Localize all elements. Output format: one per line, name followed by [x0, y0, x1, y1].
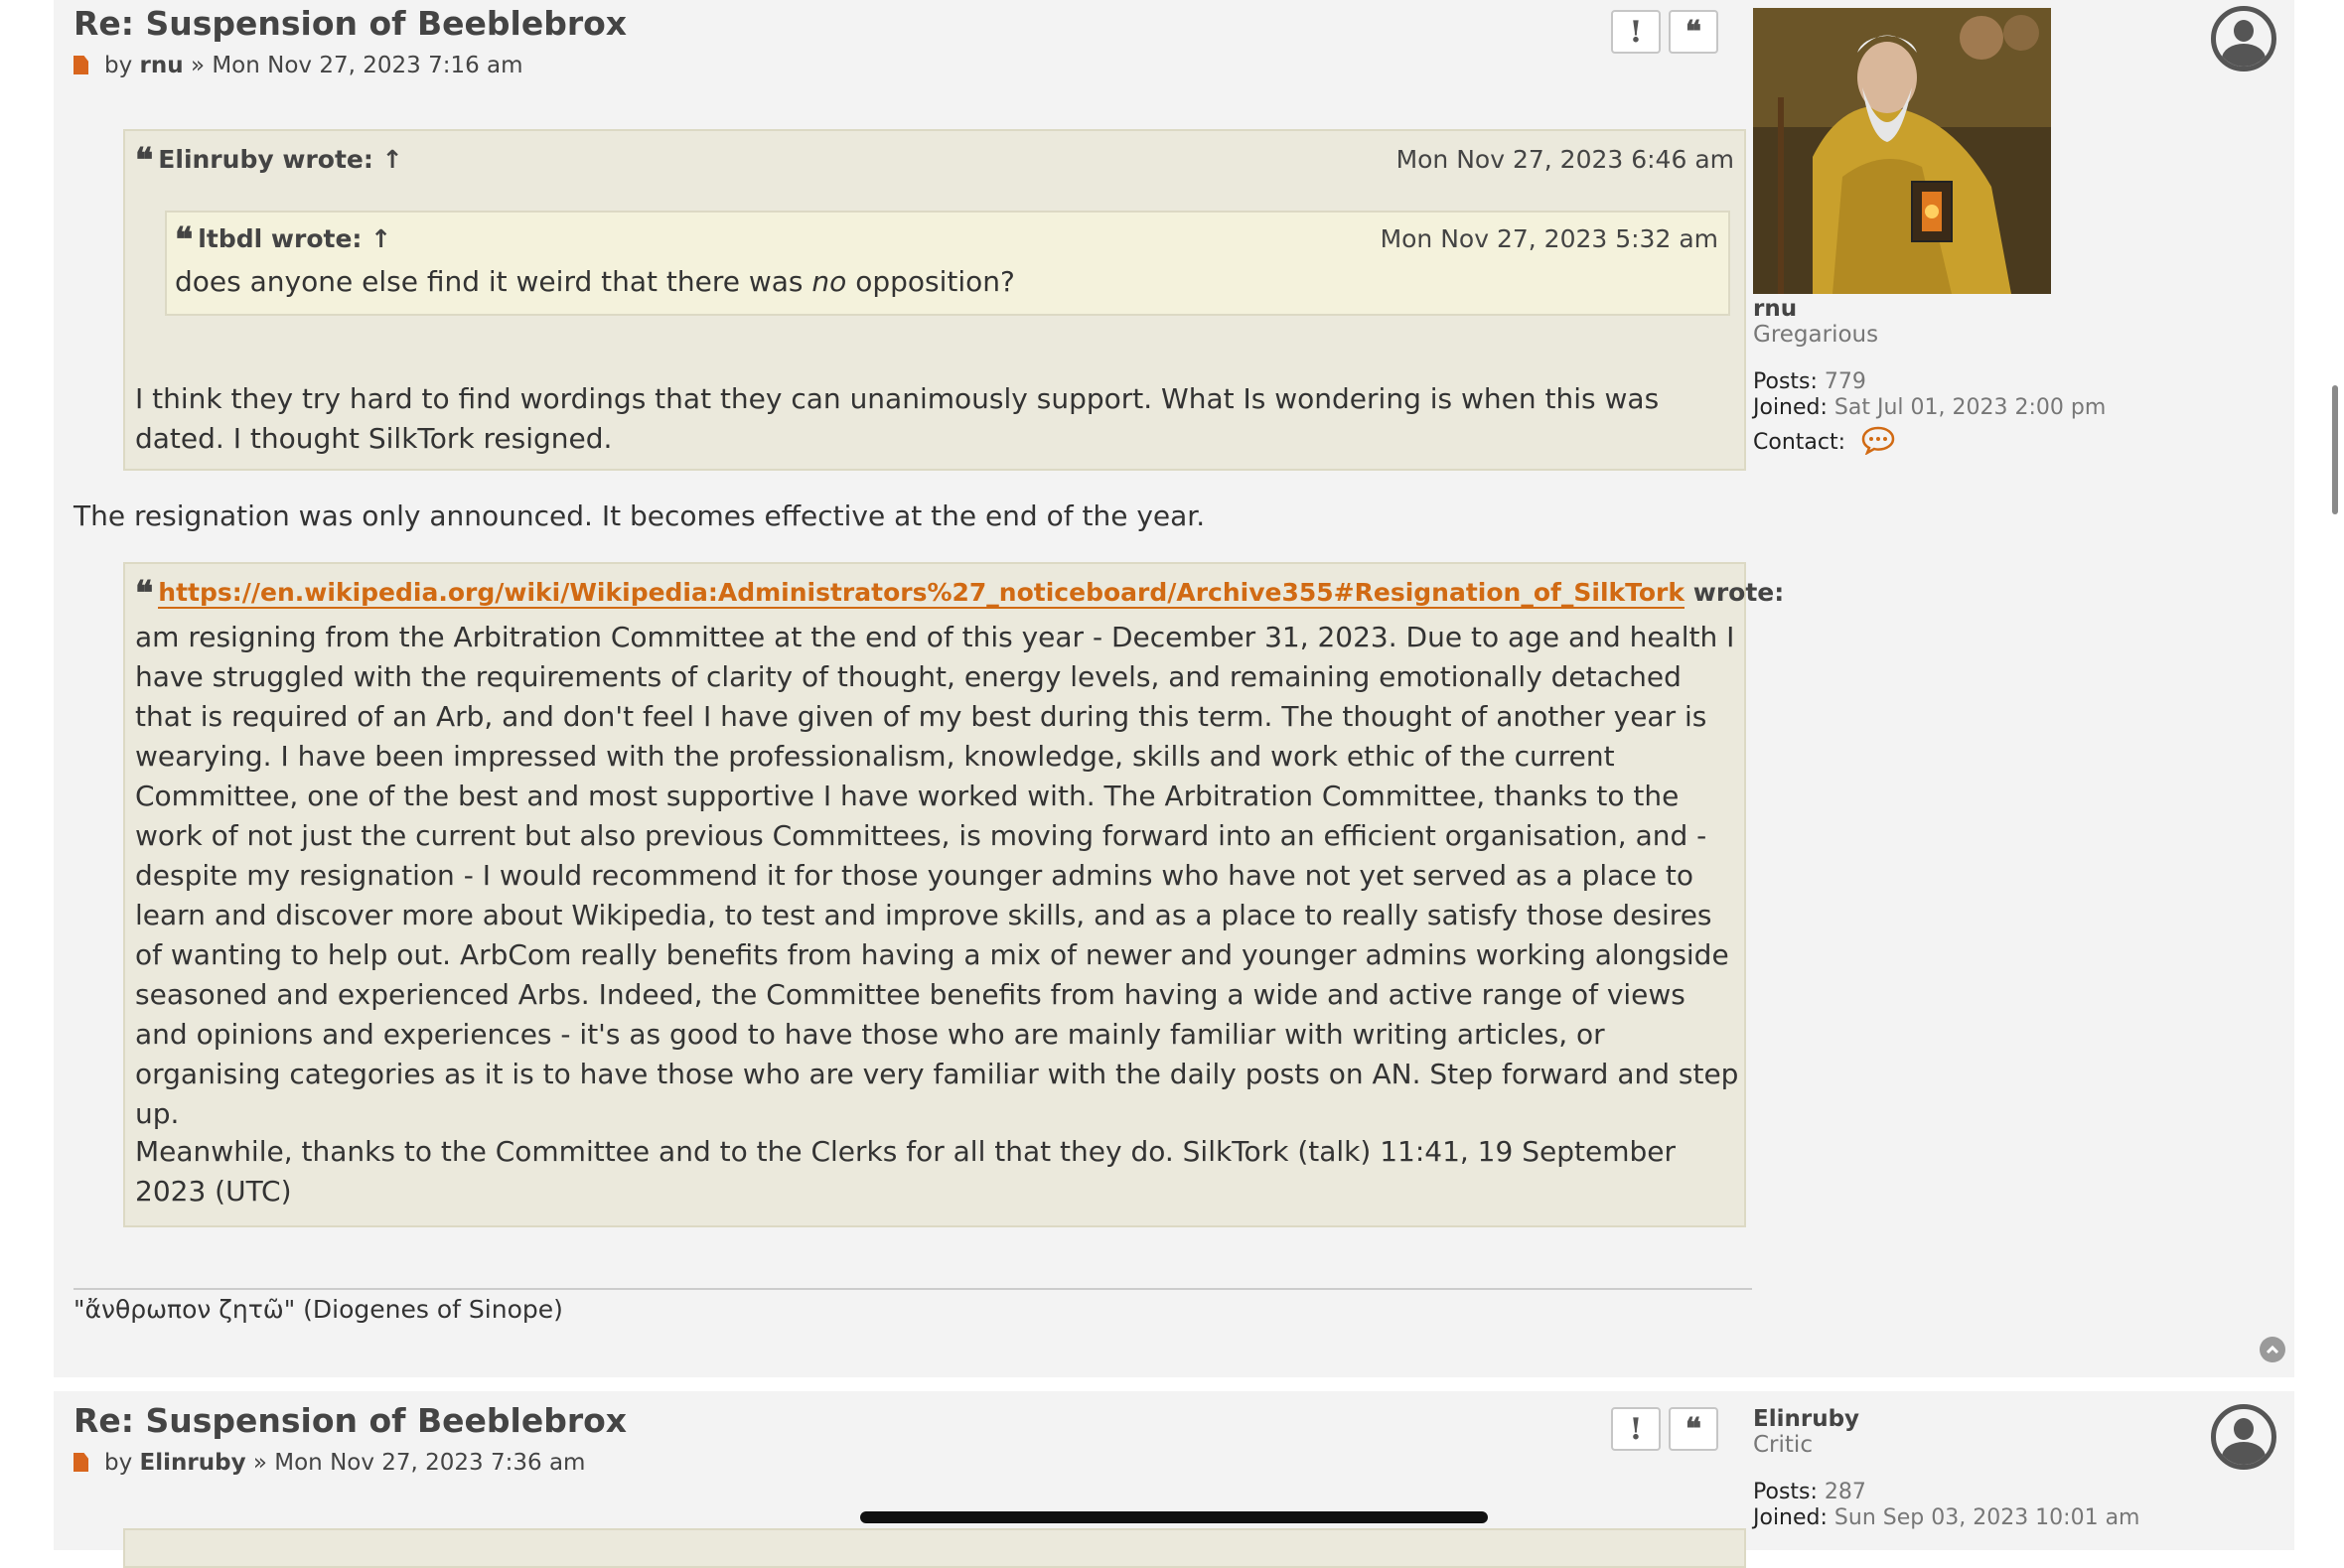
profile-posts: Posts: 779 [1753, 369, 1866, 394]
contact-icon[interactable] [1860, 425, 1896, 461]
quote-button[interactable] [1669, 1407, 1718, 1451]
quote-date: Mon Nov 27, 2023 6:46 am [1395, 145, 1734, 174]
profile-posts: Posts: 287 [1753, 1480, 1866, 1504]
quote-icon: ❝ [135, 141, 151, 181]
profile-rank: Gregarious [1753, 322, 1879, 348]
report-icon: ! [1629, 14, 1643, 50]
home-indicator[interactable] [860, 1511, 1488, 1523]
signature: "ἄνθρωπον ζητῶ" (Diogenes of Sinope) [73, 1295, 563, 1324]
quote-block [123, 1528, 1746, 1568]
file-icon[interactable] [73, 56, 88, 74]
profile-posts-count[interactable]: 779 [1824, 369, 1866, 394]
profile-joined: Joined: Sat Jul 01, 2023 2:00 pm [1753, 395, 2107, 420]
post-date: Mon Nov 27, 2023 7:16 am [212, 53, 523, 78]
nested-quote-block [165, 211, 1730, 316]
nested-quote-cite [175, 220, 392, 260]
meta-separator: » [190, 53, 206, 78]
nested-quote-author[interactable]: ltbdl [198, 224, 263, 253]
profile-rank: Critic [1753, 1432, 1813, 1458]
post-meta: by Elinruby » Mon Nov 27, 2023 7:36 am [73, 1447, 585, 1479]
quote-text-signoff: Meanwhile, thanks to the Committee and to the Clerks for all that they do. SilkTork (talk) 11:41, 19 September 2023 (UTC) [135, 1135, 1676, 1208]
nested-quote-wrote: wrote: [270, 224, 363, 253]
quote-source-link[interactable]: https://en.wikipedia.org/wiki/Wikipedia:Administrators%27_noticeboard/Archive355#Resignation_of_SilkTork [158, 578, 1685, 607]
report-button[interactable] [1611, 10, 1661, 54]
avatar-portrait-image [1753, 8, 2051, 294]
profile-username[interactable]: Elinruby [1753, 1406, 1860, 1432]
quote-icon: ❝ [1685, 1411, 1702, 1447]
user-avatar[interactable] [1753, 8, 2051, 294]
quote-cite [135, 141, 403, 181]
post-author-link[interactable]: rnu [139, 53, 184, 78]
post-body-text: The resignation was only announced. It becomes effective at the end of the year. [73, 499, 1206, 532]
post-title[interactable]: Re: Suspension of Beeblebrox [73, 1401, 628, 1440]
meta-by: by [104, 53, 133, 78]
quote-icon: ❝ [175, 220, 191, 260]
scrollbar[interactable] [2332, 385, 2338, 514]
post-date: Mon Nov 27, 2023 7:36 am [274, 1450, 586, 1476]
quote-text: am resigning from the Arbitration Committee at the end of this year - December 31, 2023. Due to age and health I have struggled with the requirements of clarity of thought, energy levels, and remaining emotionally detached that is required of an Arb, and don't feel I have given of my best during this term. The thought of another year is wearying. I have been impressed with the professionalism, knowledge, skills and work ethic of the current Committee, one of the best and most supportive I have worked with. The Arbitration Committee, thanks to the work of not just the current but also previous Committees, is moving forward into an efficient organisation, and - despite my resignation - I would recommend it for those younger admins who have not yet served as a place to learn and discover more about Wikipedia, to test and improve skills, and as a place to really satisfy those desires of wanting to help out. ArbCom really benefits from having a mix of newer and younger admins working alongside seasoned and experienced Arbs. Indeed, the Committee benefits from having a wide and active range of views and opinions and experiences - it's as good to have those who are mainly familiar with writing articles, or organising categories as it is to have those who are very familiar with the daily posts on AN. Step forward and step up. [135, 621, 1739, 1130]
nested-quote-date: Mon Nov 27, 2023 5:32 am [1380, 224, 1718, 253]
quote-author[interactable]: Elinruby [158, 145, 274, 174]
nested-quote-jump-link[interactable]: ↑ [370, 224, 392, 253]
profile-posts-count[interactable]: 287 [1824, 1480, 1866, 1504]
quote-button[interactable] [1669, 10, 1718, 54]
quote-wrote: wrote: [1692, 578, 1785, 607]
profile-contact: Contact: [1753, 425, 1896, 461]
profile-joined: Joined: Sun Sep 03, 2023 10:01 am [1753, 1505, 2140, 1530]
quote-cite [135, 574, 1785, 614]
user-avatar-icon[interactable] [2211, 1404, 2276, 1470]
quote-icon: ❝ [1685, 14, 1702, 50]
quote-icon: ❝ [135, 574, 151, 614]
quote-block [123, 129, 1746, 471]
signature-divider [73, 1288, 1752, 1290]
back-to-top-icon [2266, 1345, 2279, 1354]
quote-text: I think they try hard to find wordings that they can unanimously support. What Is wondering is when this was dated. I thought SilkTork resigned. [135, 382, 1660, 455]
user-avatar-icon[interactable] [2211, 6, 2276, 71]
post-author-link[interactable]: Elinruby [139, 1450, 246, 1476]
report-button[interactable] [1611, 1407, 1661, 1451]
file-icon[interactable] [73, 1453, 88, 1472]
quote-block [123, 562, 1785, 1227]
quote-jump-link[interactable]: ↑ [381, 145, 403, 174]
profile-username[interactable]: rnu [1753, 296, 1798, 322]
report-icon: ! [1629, 1411, 1643, 1447]
quote-wrote: wrote: [282, 145, 373, 174]
nested-quote-text: does anyone else find it weird that there was no opposition? [175, 265, 1015, 298]
post-title[interactable]: Re: Suspension of Beeblebrox [73, 4, 628, 43]
back-to-top-button[interactable] [2260, 1337, 2285, 1362]
post-meta [73, 50, 523, 81]
